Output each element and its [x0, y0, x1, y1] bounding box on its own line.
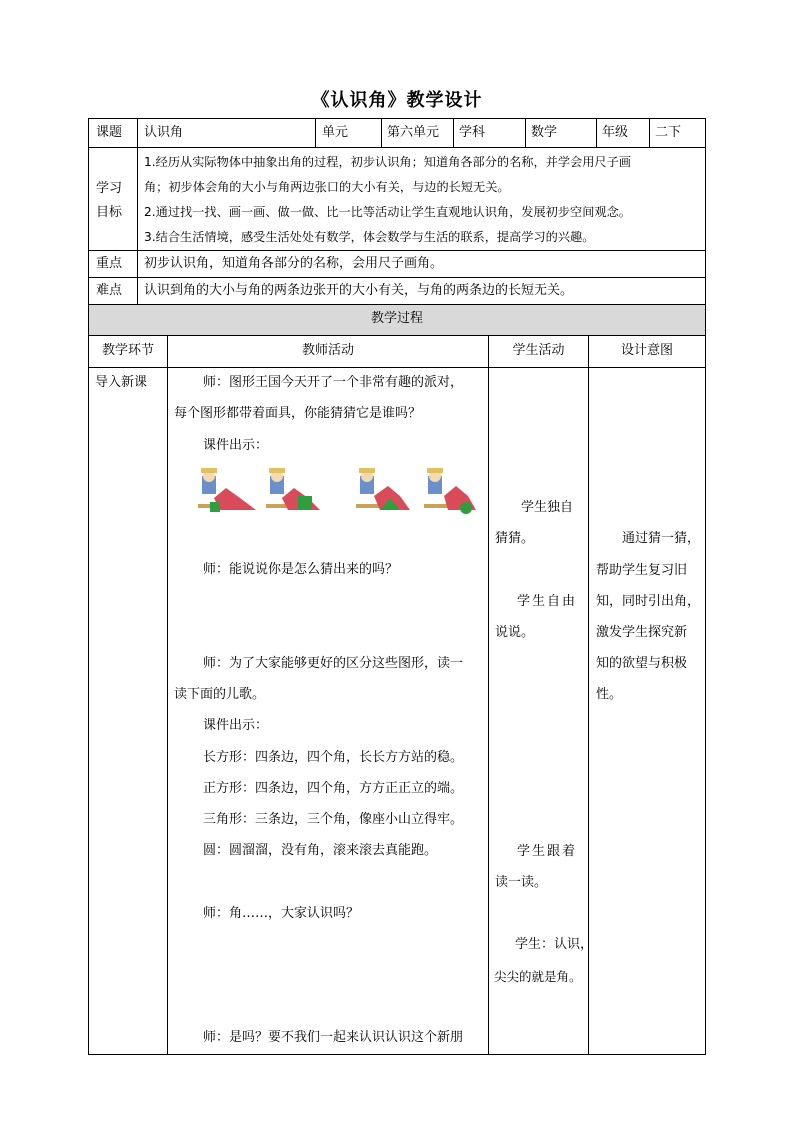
student-line: 学生跟着 — [517, 844, 578, 859]
teacher-line: 课件出示： — [203, 438, 269, 453]
student-line: 猜猜。 — [495, 531, 535, 546]
teacher-line: 圆：圆溜溜，没有角，滚来滚去真能跑。 — [203, 843, 438, 858]
student-line: 学生独自 — [521, 500, 574, 515]
student-line: 说说。 — [495, 625, 535, 640]
stage-label: 导入新课 — [95, 375, 148, 390]
teacher-line: 师：能说说你是怎么猜出来的吗？ — [203, 562, 399, 577]
intent-line: 性。 — [596, 687, 623, 702]
student-line: 学生自由 — [517, 594, 578, 609]
col-teacher: 教师活动 — [301, 343, 354, 358]
goal-line-4: 3.结合生活情境，感受生活处处有数学，体会数学与生活的联系，提高学习的兴趣。 — [144, 230, 595, 244]
masked-figure-triangle — [356, 468, 410, 510]
intent-line: 通过猜一猜， — [622, 531, 701, 546]
value-unit: 第六单元 — [387, 125, 440, 140]
label-grade: 年级 — [602, 125, 629, 140]
masked-figure-square — [266, 468, 320, 510]
difficulty-label: 难点 — [96, 283, 123, 298]
label-unit: 单元 — [322, 125, 349, 140]
intent-line: 帮助学生复习旧 — [596, 563, 688, 578]
masked-shapes-image — [196, 466, 486, 516]
label-subject: 学科 — [459, 125, 486, 140]
masked-figure-rectangle — [198, 468, 256, 512]
teacher-line: 读下面的儿歌。 — [174, 687, 266, 702]
process-title: 教学过程 — [370, 311, 423, 326]
goal-line-1: 1.经历从实际物体中抽象出角的过程，初步认识角；知道角各部分的名称，并学会用尺子画 — [144, 155, 631, 169]
col-stage: 教学环节 — [101, 343, 154, 358]
key-label: 重点 — [96, 256, 123, 271]
goals-label-1: 学习 — [96, 181, 123, 196]
label-topic: 课题 — [96, 125, 123, 140]
teacher-line: 正方形：四条边，四个角，方方正正立的端。 — [203, 781, 464, 796]
student-line: 读一读。 — [495, 875, 548, 890]
intent-line: 知，同时引出角， — [596, 594, 701, 609]
teacher-line: 师：为了大家能够更好的区分这些图形，读一 — [203, 656, 464, 671]
intent-line: 激发学生探究新 — [596, 625, 688, 640]
teacher-line: 课件出示： — [203, 718, 269, 733]
value-topic: 认识角 — [144, 125, 184, 140]
col-student: 学生活动 — [512, 343, 565, 358]
student-line: 尖尖的就是角。 — [494, 969, 582, 984]
goal-line-2: 角；初步体会角的大小与角两边张口的大小有关，与边的长短无关。 — [144, 180, 510, 194]
page-title: 《认识角》教学设计 — [311, 90, 483, 111]
teacher-line: 师：是吗？要不我们一起来认识认识这个新朋 — [203, 1030, 464, 1045]
goals-label-2: 目标 — [96, 205, 123, 220]
teacher-line: 每个图形都带着面具，你能猜猜它是谁吗？ — [174, 406, 422, 421]
col-intent: 设计意图 — [620, 343, 673, 358]
difficulty-text: 认识到角的大小与角的两条边张开的大小有关，与角的两条边的长短无关。 — [144, 283, 574, 298]
value-grade: 二下 — [655, 125, 682, 140]
intent-line: 知的欲望与积极 — [596, 656, 688, 671]
student-line: 学生：认识， — [515, 937, 594, 952]
teacher-line: 三角形：三条边，三个角，像座小山立得牢。 — [203, 812, 464, 827]
teacher-line: 师：图形王国今天开了一个非常有趣的派对， — [203, 375, 464, 390]
key-text: 初步认识角，知道角各部分的名称，会用尺子画角。 — [144, 256, 444, 271]
goal-line-3: 2.通过找一找、画一画、做一做、比一比等活动让学生直观地认识角，发展初步空间观念。 — [144, 205, 631, 219]
teacher-line: 长方形：四条边，四个角，长长方方站的稳。 — [203, 750, 464, 765]
teacher-line: 师：角……，大家认识吗？ — [203, 906, 360, 921]
masked-figure-circle — [424, 468, 476, 514]
value-subject: 数学 — [531, 125, 558, 140]
